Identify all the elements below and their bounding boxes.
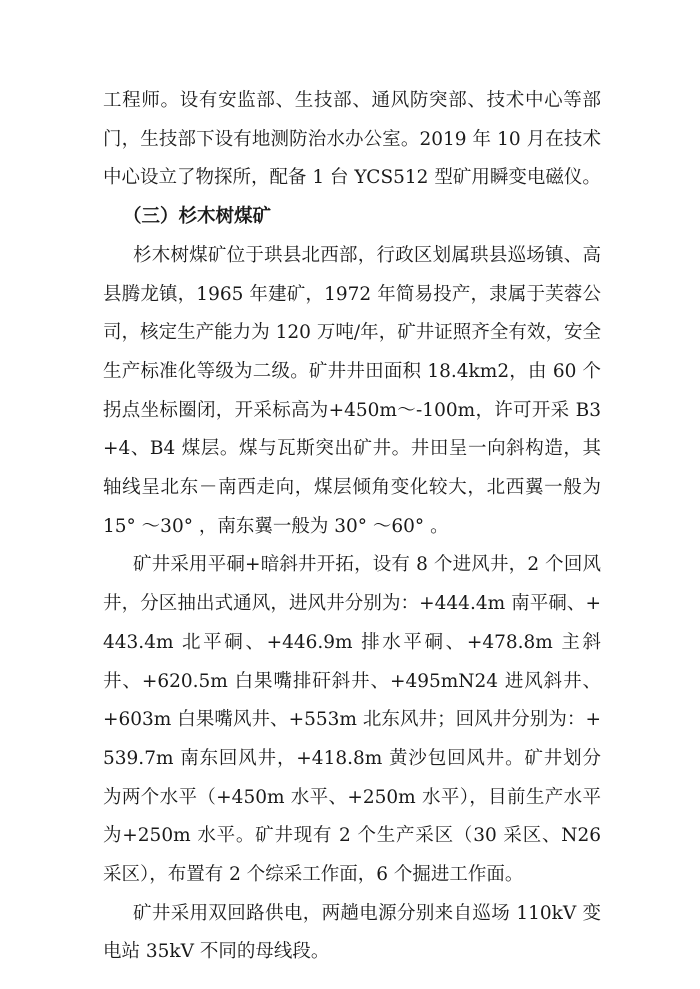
paragraph-intro-continuation: 工程师。设有安监部、生技部、通风防突部、技术中心等部门，生技部下设有地测防治水办公室。2019 年 10 月在技术中心设立了物探所，配备 1 台 YCS512 型矿用瞬变电磁仪。: [103, 90, 601, 189]
paragraph-power: 矿井采用双回路供电，两趟电源分别来自巡场 110kV 变电站 35kV 不同的母线段。: [103, 902, 601, 963]
section-heading: （三）杉木树煤矿: [123, 206, 272, 228]
document-page: [103, 82, 601, 972]
paragraph-ventilation: 矿井采用平硐+暗斜井开拓，设有 8 个进风井，2 个回风井，分区抽出式通风，进风井分别为：+444.4m 南平硐、+443.4m 北平硐、+446.9m 排水平硐、+478.8m 主斜井、+620.5m 白果嘴排矸斜井、+495mN24 进风斜井、+603m 白果嘴风井、+553m 北东风井；回风井分别为：+539.7m 南东回风井，+418.8m 黄沙包回风井。矿井划分为两个水平（+450m 水平、+250m 水平），目前生产水平为+250m 水平。矿井现有 2 个生产采区（30 采区、N26 采区），布置有 2 个综采工作面，6 个掘进工作面。: [103, 554, 601, 886]
paragraph-overview: 杉木树煤矿位于珙县北西部，行政区划属珙县巡场镇、高县腾龙镇，1965 年建矿，1972 年简易投产，隶属于芙蓉公司，核定生产能力为 120 万吨/年，矿井证照齐全有效，安全生产标准化等级为二级。矿井井田面积 18.4km2，由 60 个拐点坐标圈闭，开采标高为+450m～-100m，许可开采 B3+4、B4 煤层。煤与瓦斯突出矿井。井田呈一向斜构造，其轴线呈北东－南西走向，煤层倾角变化较大，北西翼一般为 15° ～30° ，南东翼一般为 30° ～60° 。: [103, 244, 601, 537]
